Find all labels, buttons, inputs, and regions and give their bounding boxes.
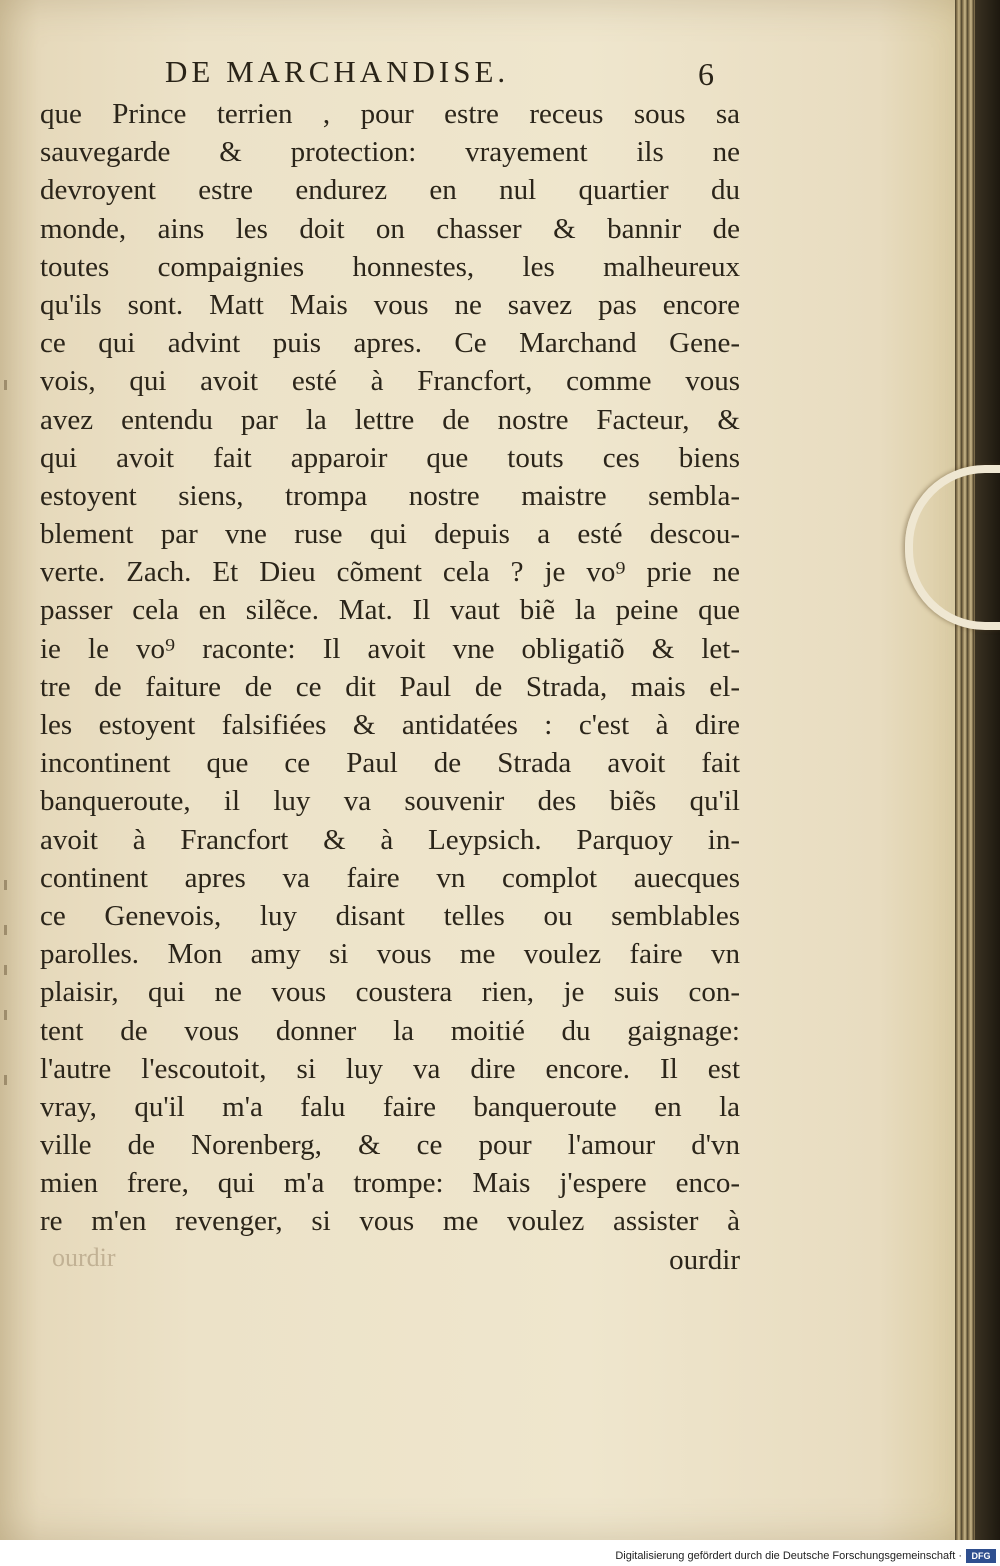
text-line: qu'ils sont. Matt Mais vous ne savez pas encore bbox=[40, 288, 740, 321]
body-text bbox=[40, 95, 740, 1279]
text-line: que Prince terrien , pour estre receus sous sa bbox=[40, 98, 740, 130]
text-line: avez entendu par la lettre de nostre Facteur, & bbox=[40, 403, 740, 436]
text-line: ie le vo⁹ raconte: Il avoit vne obligatiõ & let- bbox=[40, 632, 740, 665]
text-line: ce qui advint puis apres. Ce Marchand Gene- bbox=[40, 327, 740, 360]
text-line: ce Genevois, luy disant telles ou semblables bbox=[40, 899, 740, 932]
text-line: mien frere, qui m'a trompe: Mais j'espere enco- bbox=[40, 1167, 740, 1200]
text-line: tre de faiture de ce dit Paul de Strada, mais el- bbox=[40, 670, 740, 703]
gutter-mark bbox=[4, 925, 7, 935]
text-line: monde, ains les doit on chasser & bannir de bbox=[40, 212, 740, 245]
digitization-credit: Digitalisierung gefördert durch die Deutsche Forschungsgemeinschaft · bbox=[615, 1550, 962, 1562]
gutter-mark bbox=[4, 1010, 7, 1020]
catchword: ourdir bbox=[669, 1243, 740, 1276]
text-line: qui avoit fait apparoir que touts ces biens bbox=[40, 441, 740, 474]
dfg-logo: DFG bbox=[966, 1549, 996, 1563]
page-number: 6 bbox=[698, 56, 714, 92]
text-line: vray, qu'il m'a falu faire banqueroute en la bbox=[40, 1090, 740, 1123]
text-line: re m'en revenger, si vous me voulez assister à bbox=[40, 1205, 740, 1238]
text-line: avoit à Francfort & à Leypsich. Parquoy in- bbox=[40, 823, 740, 856]
text-line: vois, qui avoit esté à Francfort, comme vous bbox=[40, 365, 740, 398]
show-through-text: ourdir bbox=[52, 1243, 116, 1272]
gutter-mark bbox=[4, 380, 7, 390]
gutter-mark bbox=[4, 965, 7, 975]
text-line: devroyent estre endurez en nul quartier du bbox=[40, 174, 740, 207]
text-line: tent de vous donner la moitié du gaignage: bbox=[40, 1014, 740, 1047]
text-line: banqueroute, il luy va souvenir des biẽs qu'il bbox=[40, 785, 740, 818]
text-line: l'autre l'escoutoit, si luy va dire encore. Il est bbox=[40, 1052, 740, 1085]
text-line: verte. Zach. Et Dieu cõment cela ? je vo⁹ prie ne bbox=[40, 556, 740, 589]
text-line: parolles. Mon amy si vous me voulez faire vn bbox=[40, 938, 740, 971]
text-line: toutes compaignies honnestes, les malheureux bbox=[40, 250, 740, 283]
book-edge-shadow bbox=[975, 0, 1000, 1540]
text-line: plaisir, qui ne vous coustera rien, je suis con- bbox=[40, 976, 740, 1009]
text-line: blement par vne ruse qui depuis a esté descou- bbox=[40, 518, 740, 551]
running-head: DE MARCHANDISE. bbox=[165, 54, 510, 89]
gutter-mark bbox=[4, 880, 7, 890]
text-line: estoyent siens, trompa nostre maistre sembla- bbox=[40, 479, 740, 512]
text-line: incontinent que ce Paul de Strada avoit fait bbox=[40, 747, 740, 780]
text-line: ville de Norenberg, & ce pour l'amour d'vn bbox=[40, 1129, 740, 1162]
text-line: les estoyent falsifiées & antidatées : c'est à dire bbox=[40, 709, 740, 741]
text-line: continent apres va faire vn complot auecques bbox=[40, 861, 740, 894]
gutter-mark bbox=[4, 1075, 7, 1085]
text-line: passer cela en silẽce. Mat. Il vaut biẽ la peine que bbox=[40, 594, 740, 627]
text-line: sauvegarde & protection: vrayement ils ne bbox=[40, 136, 740, 169]
